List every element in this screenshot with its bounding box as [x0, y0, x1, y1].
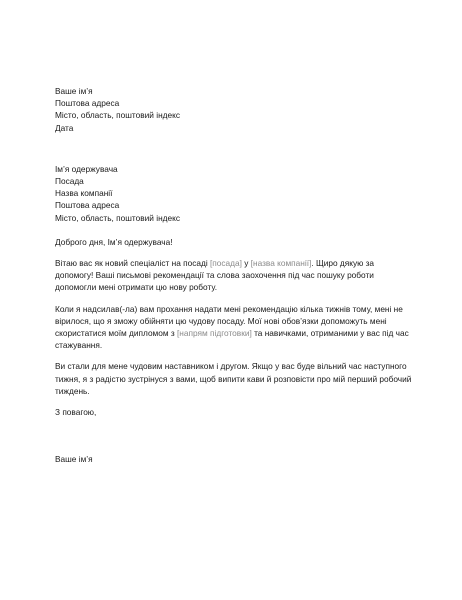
paragraph-recommendation-text-2: та навичками, отриманими у вас під час стажування. — [55, 328, 409, 351]
company-placeholder[interactable]: [назва компанії] — [250, 258, 312, 269]
position-placeholder[interactable]: [посада] — [209, 258, 242, 269]
signature-name[interactable]: Ваше ім’я — [55, 454, 93, 465]
recipient-company[interactable]: Назва компанії — [55, 188, 113, 199]
sender-city[interactable]: Місто, область, поштовий індекс — [55, 110, 180, 121]
paragraph-thanks-text-3: . Щиро дякую за допомогу! Ваші письмові рекомендації та слова заохочення під час пошуку роботи допомогли мені отримати цю нову роботу. — [55, 258, 375, 293]
greeting[interactable]: Доброго дня, Ім’я одержувача! — [55, 236, 173, 247]
recipient-block — [55, 163, 413, 224]
paragraph-thanks[interactable] — [55, 257, 413, 294]
paragraph-recommendation[interactable] — [55, 303, 413, 352]
recipient-city[interactable]: Місто, область, поштовий індекс — [55, 212, 180, 223]
sender-name[interactable]: Ваше ім’я — [55, 86, 93, 96]
paragraph-thanks-text-1: Вітаю вас як новий спеціаліст на посаді — [55, 258, 210, 269]
sender-address[interactable]: Поштова адреса — [55, 98, 120, 109]
recipient-address[interactable]: Поштова адреса — [55, 200, 120, 211]
closing[interactable]: З повагою, — [55, 407, 97, 418]
sender-block — [55, 85, 413, 134]
recipient-position[interactable]: Посада — [55, 176, 84, 187]
letter-date[interactable]: Дата — [55, 122, 74, 133]
paragraph-recommendation-text-1: Коли я надсилав(-ла) вам прохання надати мені рекомендацію кілька тижнів тому, мені не вірилося, що я зможу обійняти цю чудову посаду. Мої нові обов’язки допоможуть мені скористатися моїм дипломом з — [55, 303, 403, 339]
field-of-study-placeholder[interactable]: [напрям підготовки] — [177, 328, 252, 339]
recipient-name[interactable]: Ім’я одержувача — [55, 163, 118, 174]
letter-body — [55, 85, 413, 465]
paragraph-mentor[interactable]: Ви стали для мене чудовим наставником і другом. Якщо у вас буде вільний час наступного тижня, я з радістю зустрінуся з вами, щоб випити кави й розповісти про мій перший робочий тиждень. — [55, 361, 412, 396]
paragraph-thanks-text-2: у — [241, 258, 251, 269]
